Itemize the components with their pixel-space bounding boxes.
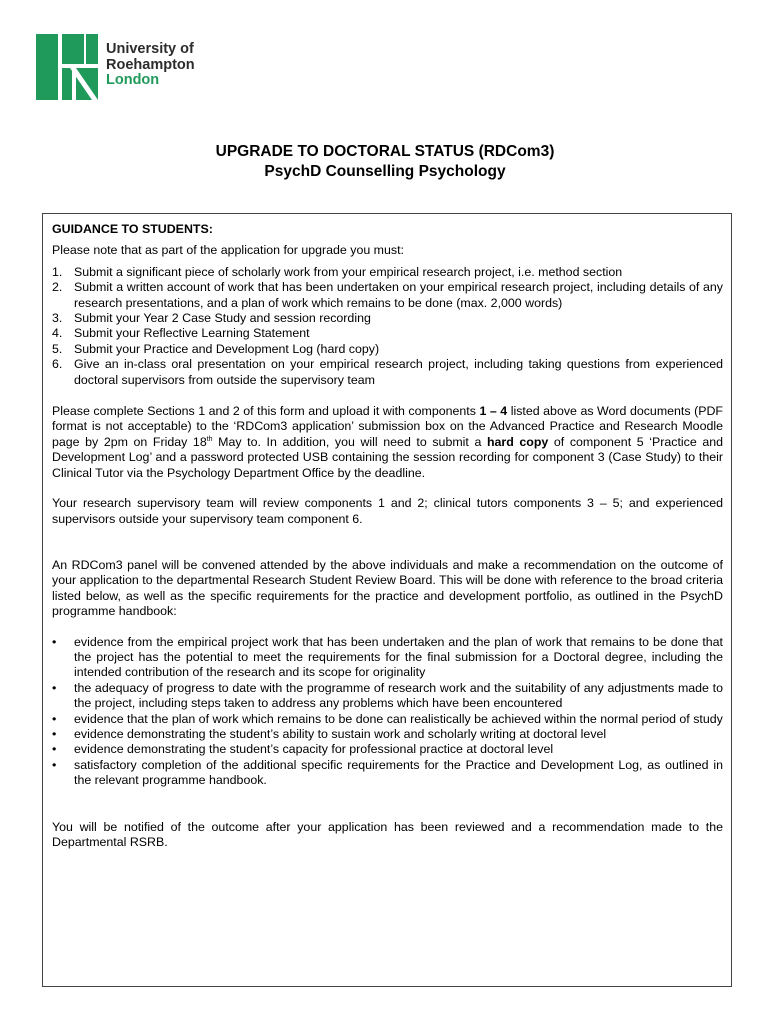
criteria-item: • evidence from the empirical project work that has been undertaken and the plan of work that remains to be done that the project has the potential to meet the requirements for the final submission for a Doctoral degree, including the intended contribution of the research and its scope for originality	[52, 634, 723, 680]
outcome-paragraph: You will be notified of the outcome after your application has been reviewed and a recommendation made to the Departmental RSRB.	[52, 819, 723, 849]
guidance-intro: Please note that as part of the application for upgrade you must:	[52, 243, 404, 258]
criteria-list	[52, 635, 723, 789]
criteria-item: • evidence demonstrating the student’s ability to sustain work and scholarly writing at doctoral level	[52, 726, 607, 741]
requirement-item: 4. Submit your Reflective Learning Statement	[52, 326, 310, 341]
review-paragraph: Your research supervisory team will review components 1 and 2; clinical tutors components 3 – 5; and experienced supervisors outside your supervisory team component 6.	[52, 496, 723, 526]
logo-line-2: Roehampton	[106, 56, 195, 73]
title-line-2: PsychD Counselling Psychology	[264, 163, 506, 180]
logo-line-1: University of	[106, 41, 194, 57]
university-logo	[36, 34, 195, 100]
criteria-item: • the adequacy of progress to date with the programme of research work and the suitability of any adjustments made to the project, including steps taken to address any problems which have been encountered	[52, 680, 723, 711]
criteria-item: • evidence that the plan of work which remains to be done can realistically be achieved within the normal period of study	[52, 711, 723, 726]
requirement-item: 6. Give an in-class oral presentation on your empirical research project, including taking questions from experienced doctoral supervisors from outside the supervisory team	[52, 357, 723, 387]
upload-instructions: Please complete Sections 1 and 2 of this form and upload it with components 1 – 4 listed above as Word documents (PDF format is not acceptable) to the ‘RDCom3 application’ submission box on the Advanced Practice and Research Moodle page by 2pm on Friday 18th May to. In addition, you will need to submit a hard copy of component 5 ‘Practice and Development Log’ and a password protected USB containing the session recording for component 3 (Case Study) to their Clinical Tutor via the Psychology Department Office by the deadline.	[52, 404, 723, 480]
requirement-item: 2. Submit a written account of work that has been undertaken on your empirical research project, including details of any research presentations, and a plan of work which remains to be done (max. 2,000 words)	[52, 280, 723, 310]
panel-paragraph: An RDCom3 panel will be convened attended by the above individuals and make a recommendation on the outcome of your application to the departmental Research Student Review Board. This will be done with reference to the broad criteria listed below, as well as the specific requirements for the practice and development portfolio, as outlined in the PsychD programme handbook:	[52, 557, 723, 619]
roehampton-r-logo-icon	[36, 34, 98, 100]
requirement-item: 3. Submit your Year 2 Case Study and session recording	[52, 311, 371, 326]
document-title	[0, 142, 770, 182]
guidance-box	[42, 213, 732, 987]
requirement-item: 1. Submit a significant piece of scholarly work from your empirical research project, i.e. method section	[52, 264, 623, 279]
criteria-item: • evidence demonstrating the student’s capacity for professional practice at doctoral level	[52, 742, 554, 757]
guidance-heading: GUIDANCE TO STUDENTS:	[52, 222, 213, 236]
logo-line-3: London	[106, 72, 160, 88]
logo-wordmark	[106, 42, 195, 89]
criteria-item: • satisfactory completion of the additional specific requirements for the Practice and Development Log, as outlined in the relevant programme handbook.	[52, 757, 723, 788]
title-line-1: UPGRADE TO DOCTORAL STATUS (RDCom3)	[215, 143, 555, 160]
requirement-item: 5. Submit your Practice and Development Log (hard copy)	[52, 341, 380, 356]
requirements-list	[52, 265, 723, 388]
